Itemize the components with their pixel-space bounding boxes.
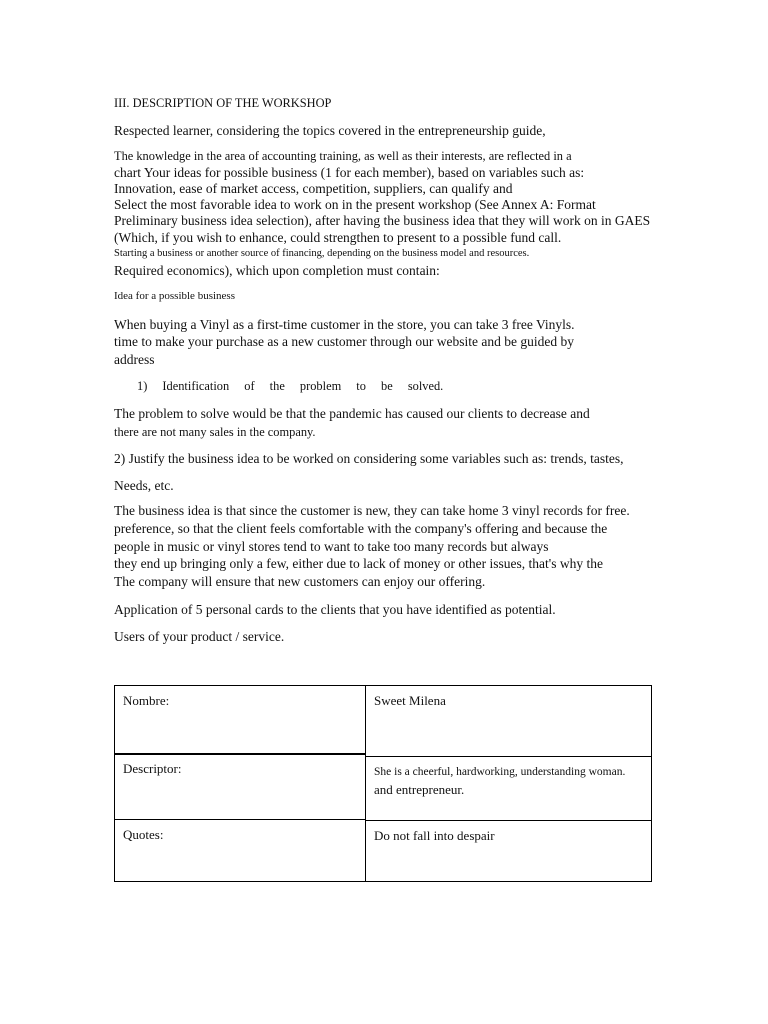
justify-heading: 2) Justify the business idea to be worked on considering some variables such as: trends, tastes, xyxy=(114,451,624,466)
problem-line-1: The problem to solve would be that the pandemic has caused our clients to decrease and xyxy=(114,406,590,421)
intro-paragraph: Respected learner, considering the topics covered in the entrepreneurship guide, xyxy=(114,123,546,138)
problem-line-2: there are not many sales in the company. xyxy=(114,425,316,439)
justify-line-4: they end up bringing only a few, either due to lack of money or other issues, that's why the xyxy=(114,556,603,571)
instruction-line-8: Required economics), which upon completion must contain: xyxy=(114,263,440,278)
persona-quotes-value-cell xyxy=(365,820,652,882)
problem-heading: 1) Identification of the problem to be solved. xyxy=(137,379,444,393)
section-title: III. DESCRIPTION OF THE WORKSHOP xyxy=(114,96,332,110)
persona-name-label: Nombre: xyxy=(123,693,170,708)
idea-line-3: address xyxy=(114,352,155,367)
instruction-line-3: Innovation, ease of market access, competition, suppliers, can qualify and xyxy=(114,181,513,196)
justify-line-2: preference, so that the client feels comfortable with the company's offering and because the xyxy=(114,521,608,536)
instruction-line-1: The knowledge in the area of accounting training, as well as their interests, are reflected in a xyxy=(114,149,572,163)
persona-name-value: Sweet Milena xyxy=(374,693,446,708)
persona-quotes-label-cell xyxy=(114,819,366,882)
persona-descriptor-label-cell xyxy=(114,753,366,820)
persona-name-value-cell xyxy=(365,685,652,757)
justify-line-5: The company will ensure that new customers can enjoy our offering. xyxy=(114,574,486,589)
idea-line-1: When buying a Vinyl as a first-time customer in the store, you can take 3 free Vinyls. xyxy=(114,317,575,332)
persona-quotes-label: Quotes: xyxy=(123,827,164,842)
persona-descriptor-value-cell xyxy=(365,756,652,821)
persona-table xyxy=(114,685,652,882)
cards-line-2: Users of your product / service. xyxy=(114,629,285,644)
persona-descriptor-value-line-1: She is a cheerful, hardworking, understanding woman. xyxy=(374,766,626,778)
persona-descriptor-value-line-2: and entrepreneur. xyxy=(374,781,465,797)
instruction-line-4: Select the most favorable idea to work on in the present workshop (See Annex A: Format xyxy=(114,197,596,212)
persona-descriptor-label: Descriptor: xyxy=(123,761,182,776)
justify-heading-cont: Needs, etc. xyxy=(114,478,174,493)
cards-line-1: Application of 5 personal cards to the clients that you have identified as potential. xyxy=(114,602,556,617)
justify-line-3: people in music or vinyl stores tend to want to take too many records but always xyxy=(114,539,549,554)
persona-name-label-cell xyxy=(114,685,366,755)
idea-line-2: time to make your purchase as a new customer through our website and be guided by xyxy=(114,334,574,349)
idea-label: Idea for a possible business xyxy=(114,290,235,302)
instruction-line-6: (Which, if you wish to enhance, could strengthen to present to a possible fund call. xyxy=(114,230,562,245)
justify-line-1: The business idea is that since the customer is new, they can take home 3 vinyl records for free. xyxy=(114,503,630,518)
persona-quotes-value: Do not fall into despair xyxy=(374,828,495,843)
instruction-line-5: Preliminary business idea selection), after having the business idea that they will work on in GAES xyxy=(114,213,651,228)
instruction-line-7: Starting a business or another source of financing, depending on the business model and resources. xyxy=(114,248,530,259)
instruction-line-2: chart Your ideas for possible business (1 for each member), based on variables such as: xyxy=(114,165,585,180)
